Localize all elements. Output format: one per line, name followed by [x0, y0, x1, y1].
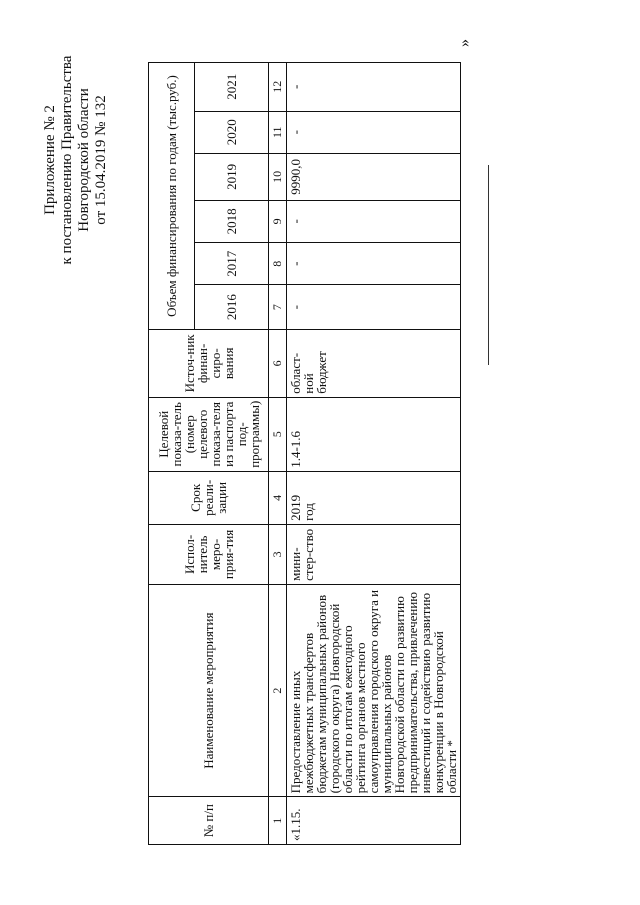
header-year: 2017: [195, 243, 269, 285]
header-term: Срок реали-зации: [149, 471, 269, 524]
column-index: 8: [269, 243, 287, 285]
column-index: 7: [269, 285, 287, 330]
header-funding: Объем финансирования по годам (тыс.руб.): [149, 63, 195, 330]
row-num: «1.15.: [287, 797, 461, 845]
header-year: 2016: [195, 285, 269, 330]
header-year: 2021: [195, 63, 269, 112]
appendix-date-number: от 15.04.2019 № 132: [93, 95, 109, 225]
column-index: 9: [269, 200, 287, 242]
column-index: 10: [269, 153, 287, 200]
column-index: 2: [269, 584, 287, 796]
row-value: -: [287, 111, 461, 153]
appendix-title: Приложение № 2: [42, 105, 58, 215]
row-value: -: [287, 200, 461, 242]
appendix-region: Новгородской области: [76, 88, 92, 232]
column-index: 1: [269, 797, 287, 845]
table-header-row: [149, 63, 195, 845]
column-index: 5: [269, 397, 287, 471]
row-value: -: [287, 285, 461, 330]
header-year: 2018: [195, 200, 269, 242]
column-index: 4: [269, 471, 287, 524]
column-index: 11: [269, 111, 287, 153]
row-value: 9990,0: [287, 153, 461, 200]
column-index: 12: [269, 63, 287, 112]
row-value: -: [287, 63, 461, 112]
header-indicator: Целевой показа-тель (номер целевого показа-теля из паспорта под-программы): [149, 397, 269, 471]
appendix-reference: к постановлению Правительства: [59, 55, 75, 265]
row-indicator: 1.4-1.6: [287, 397, 461, 471]
table-row: [287, 63, 461, 845]
header-num: № п/п: [149, 797, 269, 845]
row-value: -: [287, 243, 461, 285]
closing-quote: »: [456, 39, 473, 47]
header-name: Наименование мероприятия: [149, 584, 269, 796]
column-index-row: [269, 63, 287, 845]
appendix-header: [42, 15, 110, 305]
row-executor: мини-стер-ство: [287, 524, 461, 584]
column-index: 3: [269, 524, 287, 584]
header-source: Источ-ник финан-сиро-вания: [149, 329, 269, 397]
activities-table: [148, 62, 461, 845]
row-source: област-ной бюджет: [287, 329, 461, 397]
divider-line: [488, 165, 489, 365]
header-year: 2019: [195, 153, 269, 200]
row-term: 2019 год: [287, 471, 461, 524]
header-year: 2020: [195, 111, 269, 153]
row-name: Предоставление иных межбюджетных трансфертов бюджетам муниципальных районов (городского округа) Новгородской области по итогам ежегодного рейтинга органов местного самоуправления городского округа и муниципальных районов Новгородской области по развитию предпринимательства, привлечению инвестиций и содействию развитию конкуренции в Новгородской области *: [287, 584, 461, 796]
column-index: 6: [269, 329, 287, 397]
header-executor: Испол-нитель меро-прия-тия: [149, 524, 269, 584]
